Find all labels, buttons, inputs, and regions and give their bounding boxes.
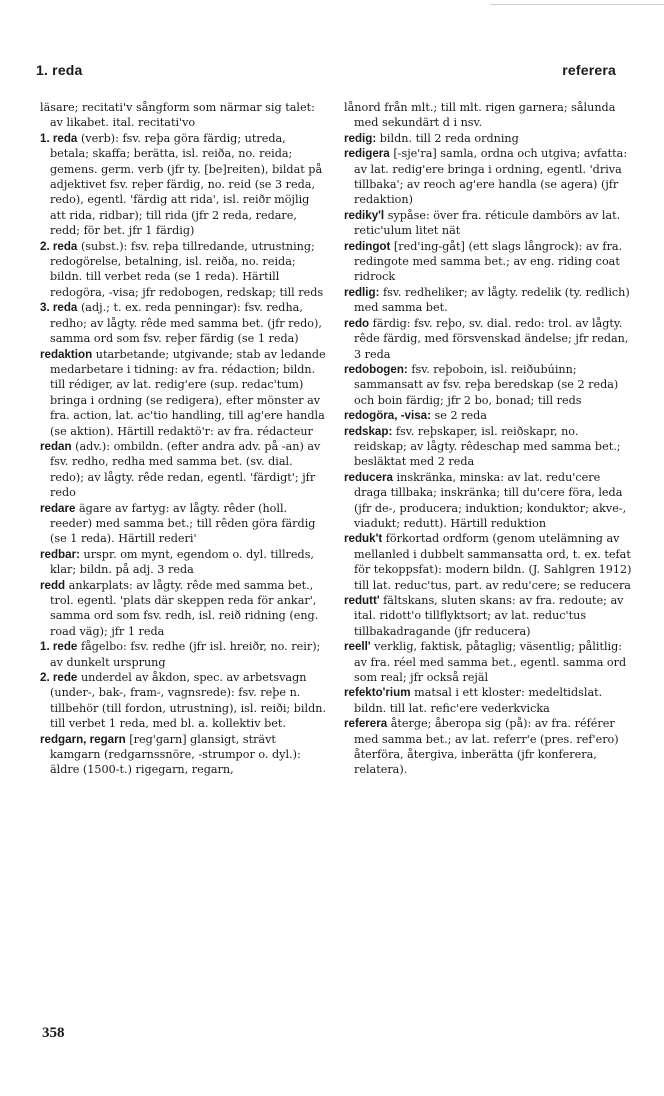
entry-text: (adv.): ombildn. (efter andra adv. på -an) av fsv. redho, redha med samma bet. (sv. dial. redo); av lågty. rêde redan, egentl. 'färdigt'; jfr redo bbox=[50, 439, 321, 500]
entry-text: läsare; recitati'v sångform som närmar sig talet: av likabet. ital. recitati'vo bbox=[40, 101, 315, 130]
dictionary-entry bbox=[40, 578, 328, 640]
dictionary-entry bbox=[40, 547, 328, 578]
entry-headword: redaktion bbox=[40, 347, 93, 361]
entry-headword: redutt' bbox=[344, 594, 380, 607]
dictionary-entry bbox=[344, 285, 632, 316]
entry-text: [-sje'ra] samla, ordna och utgiva; avfatta: av lat. redig'ere bringa i ordning, egentl. 'driva tillbaka'; av reoch ag'ere handla (se agera) (jfr redaktion) bbox=[354, 147, 628, 207]
entry-text: fsv. redheliker; av lågty. redelik (ty. redlich) med samma bet. bbox=[354, 285, 630, 315]
dictionary-entry bbox=[40, 639, 328, 670]
entry-text: [red'ing-gåt] (ett slags långrock): av fra. redingote med samma bet.; av eng. riding coat ridrock bbox=[354, 239, 623, 284]
dictionary-entry bbox=[344, 531, 632, 593]
header-right-guide-word: referera bbox=[562, 62, 616, 78]
entry-headword: reell' bbox=[344, 640, 371, 654]
entry-text: bildn. till 2 reda ordning bbox=[376, 131, 519, 145]
dictionary-entry bbox=[344, 424, 632, 470]
entry-text: färdig: fsv. reþo, sv. dial. redo: trol. av lågty. rêde färdig, med försvenskad ändelse; jfr redan, 3 reda bbox=[354, 316, 629, 361]
dictionary-entry bbox=[344, 239, 632, 285]
entry-headword: 1. reda bbox=[40, 131, 78, 145]
dictionary-entry bbox=[40, 732, 328, 778]
entry-text: underdel av åkdon, spec. av arbetsvagn (under-, bak-, fram-, vagnsrede): fsv. reþe n. tillbehör (till fordon, utrustning), isl. reiði; bildn. till verbet 1 reda, med bl. a. kollektiv bet. bbox=[50, 671, 327, 731]
entry-headword: redigera bbox=[344, 147, 390, 161]
entry-headword: reduk't bbox=[344, 532, 383, 546]
entry-headword: redingot bbox=[344, 239, 391, 253]
dictionary-entry bbox=[344, 593, 632, 639]
entry-text: utarbetande; utgivande; stab av ledande medarbetare i tidning: av fra. rédaction; bildn. till rédiger, av lat. redig'ere (sup. redac'tum) bringa i ordning (se redigera), efter mönster av fra. action, lat. ac'tio handling, till ag'ere handla (se aktion). Härtill redaktö'r: av fra. rédacteur bbox=[50, 347, 326, 438]
dictionary-entry bbox=[40, 347, 328, 439]
scan-edge-line bbox=[490, 4, 664, 5]
entry-text: fsv. reþoboin, isl. reiðubúinn; sammansatt av fsv. reþa beredskap (se 2 reda) och boin färdig; jfr 2 bo, bonad; till reds bbox=[354, 362, 619, 407]
dictionary-entry bbox=[40, 131, 328, 239]
dictionary-entry bbox=[40, 100, 328, 131]
entry-text: ägare av fartyg: av lågty. rêder (holl. reeder) med samma bet.; till rêden göra färdig (se 1 reda). Härtill rederi' bbox=[50, 501, 316, 546]
entry-text: ankarplats: av lågty. rêde med samma bet., trol. egentl. 'plats där skeppen reda för ankar', samma ord som fsv. redh, isl. reið ridning (eng. road väg); jfr 1 reda bbox=[50, 578, 319, 638]
page-number: 358 bbox=[42, 1025, 65, 1041]
entry-text: urspr. om mynt, egendom o. dyl. tillreds, klar; bildn. på adj. 3 reda bbox=[50, 547, 314, 577]
entry-headword: redlig: bbox=[344, 285, 380, 299]
entry-text: matsal i ett kloster: medeltidslat. bildn. till lat. refic'ere vederkvicka bbox=[354, 686, 603, 715]
dictionary-entry bbox=[344, 146, 632, 208]
dictionary-entry bbox=[40, 501, 328, 547]
entry-headword: referera bbox=[344, 717, 388, 731]
dictionary-entry bbox=[344, 685, 632, 716]
dictionary-entry bbox=[344, 208, 632, 239]
header-left-guide-word: 1. reda bbox=[36, 62, 83, 78]
entry-headword: redogöra, -visa: bbox=[344, 409, 431, 423]
dictionary-entry bbox=[344, 362, 632, 408]
entry-text: förkortad ordform (genom utelämning av mellanled i dubbelt sammansatta ord, t. ex. tefat för tekoppsfat): modern bildn. (J. Sahlgren 1912) till lat. reduc'tus, part. av redu'cere; se reducera bbox=[354, 532, 632, 592]
dictionary-entry bbox=[344, 470, 632, 532]
entry-text: lånord från mlt.; till mlt. rigen garnera; sålunda med sekundärt d i nsv. bbox=[344, 101, 616, 130]
entry-headword: redgarn, regarn bbox=[40, 732, 126, 746]
entry-text: verklig, faktisk, påtaglig; väsentlig; pålitlig: av fra. réel med samma bet., egentl. samma ord som real; jfr också rejäl bbox=[354, 640, 627, 685]
entry-headword: rediky'l bbox=[344, 208, 385, 222]
dictionary-entry bbox=[344, 100, 632, 131]
entry-headword: 3. reda bbox=[40, 301, 78, 315]
entry-headword: redare bbox=[40, 501, 76, 515]
entry-headword: redobogen: bbox=[344, 362, 408, 376]
entry-text: (adj.; t. ex. reda penningar): fsv. redha, redho; av lågty. rêde med samma bet. (jfr redo), samma ord som fsv. reþer färdig (se 1 reda) bbox=[50, 301, 322, 346]
dictionary-entry bbox=[40, 670, 328, 732]
dictionary-entry bbox=[344, 131, 632, 146]
dictionary-entry bbox=[40, 300, 328, 346]
dictionary-entry bbox=[40, 439, 328, 501]
entry-headword: redd bbox=[40, 578, 66, 592]
entry-text: inskränka, minska: av lat. redu'cere draga tillbaka; inskränka; till du'cere föra, leda (jfr de-, producera; induktion; konduktor; akve-, viadukt; redutt). Härtill reduktion bbox=[354, 470, 627, 530]
entry-headword: redan bbox=[40, 439, 72, 453]
entry-text: (subst.): fsv. reþa tillredande, utrustning; redogörelse, betalning, isl. reiða, no. reida; bildn. till verbet reda (se 1 reda). Härtill redogöra, -visa; jfr redobogen, redskap; till reds bbox=[50, 239, 324, 299]
dictionary-entry bbox=[40, 239, 328, 301]
entry-text: återge; åberopa sig (på): av fra. référer med samma bet.; av lat. referr'e (pres. ref'ero) återföra, återgiva, inberätta (jfr konferera, relatera). bbox=[354, 717, 619, 777]
entry-headword: reducera bbox=[344, 470, 393, 484]
entry-headword: 2. reda bbox=[40, 239, 78, 253]
entry-text: [reg'garn] glansigt, strävt kamgarn (redgarnssnöre, -strumpor o. dyl.): äldre (1500-t.) rigegarn, regarn, bbox=[50, 732, 301, 777]
entry-text: se 2 reda bbox=[430, 409, 487, 423]
dictionary-entry bbox=[344, 716, 632, 778]
right-column bbox=[344, 100, 632, 778]
dictionary-entry bbox=[344, 408, 632, 423]
entry-headword: redbar: bbox=[40, 547, 80, 561]
entry-headword: redskap: bbox=[344, 424, 393, 438]
entry-text: fsv. reþskaper, isl. reiðskapr, no. reidskap; av lågty. rêdeschap med samma bet.; besläktat med 2 reda bbox=[354, 424, 621, 469]
entry-text: sypåse: över fra. réticule dambörs av lat. retic'ulum litet nät bbox=[354, 208, 621, 238]
entry-text: (verb): fsv. reþa göra färdig; utreda, betala; skaffa; berätta, isl. reiða, no. reida; gemens. germ. verb (jfr ty. [be]reiten), bildat på adjektivet fsv. reþer färdig, no. reid (se 3 reda, redo), egentl. 'färdig att rida', isl. reiðr möjlig att rida, ridbar); till rida (jfr 2 reda, redare, redd; för bet. jfr 1 färdig) bbox=[50, 131, 323, 238]
entry-headword: 1. rede bbox=[40, 640, 78, 654]
entry-headword: 2. rede bbox=[40, 671, 78, 685]
entry-text: fågelbo: fsv. redhe (jfr isl. hreiðr, no. reir); av dunkelt ursprung bbox=[50, 640, 321, 669]
entry-text: fältskans, sluten skans: av fra. redoute; av ital. ridott'o tillflyktsort; av lat. reduc'tus tillbakadragande (jfr reducera) bbox=[354, 594, 624, 638]
dictionary-entry bbox=[344, 316, 632, 362]
entry-headword: redo bbox=[344, 316, 370, 330]
entry-headword: redig: bbox=[344, 131, 377, 145]
left-column bbox=[40, 100, 328, 778]
dictionary-entry bbox=[344, 639, 632, 685]
page-header bbox=[36, 62, 616, 82]
entry-headword: refekto'rium bbox=[344, 686, 411, 700]
